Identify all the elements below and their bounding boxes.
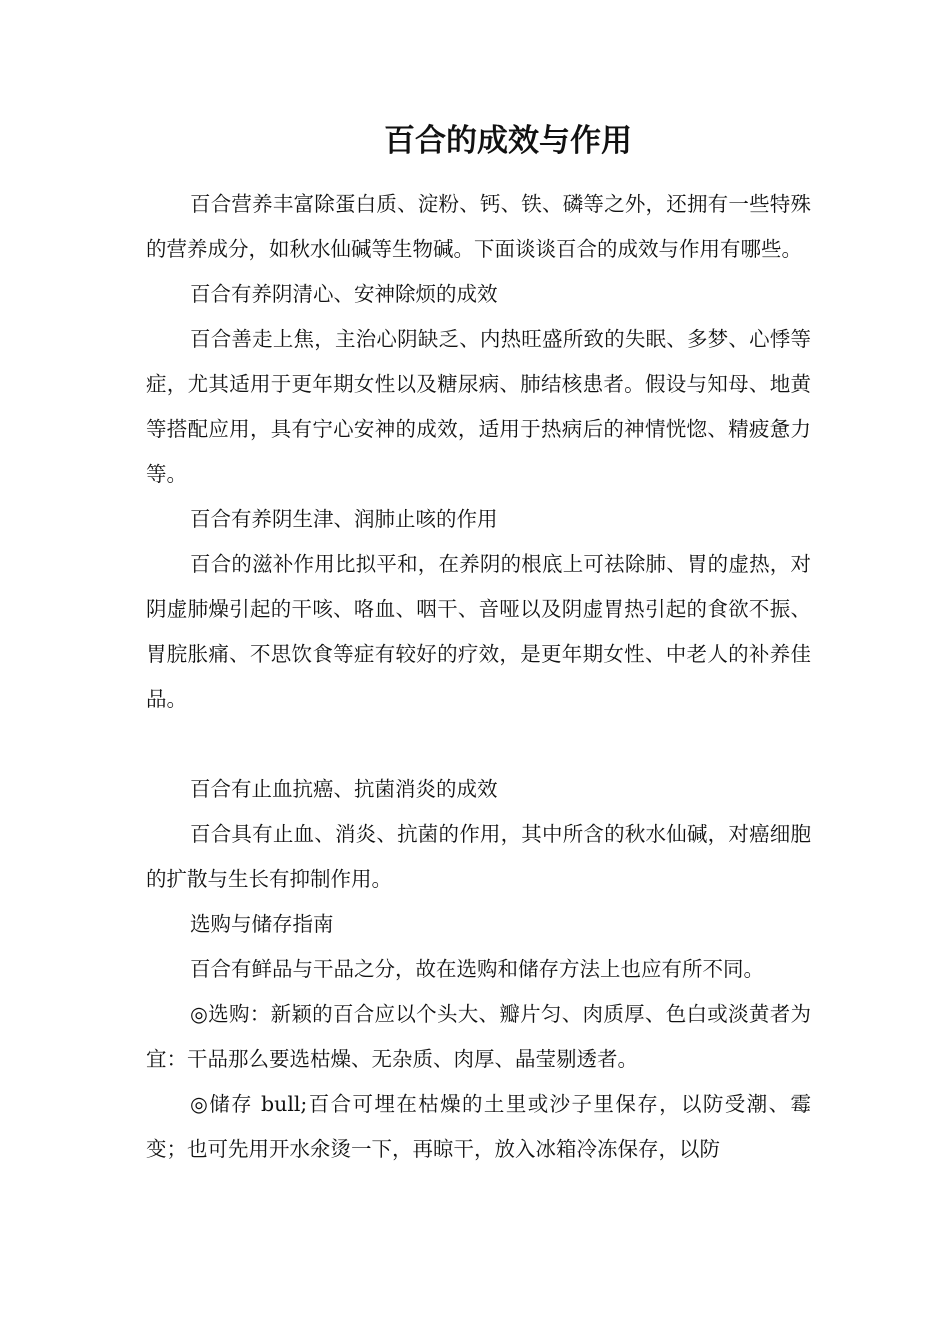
paragraph-selection: ◎选购：新颖的百合应以个头大、瓣片匀、肉质厚、色白或淡黄者为宜：干品那么要选枯燥、无杂质、肉厚、晶莹剔透者。 [146,1002,811,1071]
paragraph-intro: 百合营养丰富除蛋白质、淀粉、钙、铁、磷等之外，还拥有一些特殊的营养成分，如秋水仙碱等生物碱。下面谈谈百合的成效与作用有哪些。 [146,192,811,261]
blank-line [146,722,811,767]
section-heading-calm-mind: 百合有养阴清心、安神除烦的成效 [190,282,498,306]
paragraph-buying-intro: 百合有鲜品与干品之分，故在选购和储存方法上也应有所不同。 [190,957,764,981]
section-heading-buying-guide: 选购与储存指南 [190,912,334,936]
document-body [146,182,811,1172]
paragraph-anticancer: 百合具有止血、消炎、抗菌的作用，其中所含的秋水仙碱，对癌细胞的扩散与生长有抑制作用。 [146,822,811,891]
section-heading-anticancer: 百合有止血抗癌、抗菌消炎的成效 [190,777,498,801]
paragraph-lung: 百合的滋补作用比拟平和，在养阴的根底上可祛除肺、胃的虚热，对阴虚肺燥引起的干咳、咯血、咽干、音哑以及阴虚胃热引起的食欲不振、胃脘胀痛、不思饮食等症有较好的疗效，是更年期女性、中老人的补养佳品。 [146,552,811,711]
paragraph-storage: ◎储存 bull;百合可埋在枯燥的土里或沙子里保存，以防受潮、霉变；也可先用开水氽烫一下，再晾干，放入冰箱冷冻保存，以防 [146,1092,811,1161]
paragraph-calm-mind: 百合善走上焦，主治心阴缺乏、内热旺盛所致的失眠、多梦、心悸等症，尤其适用于更年期女性以及糖尿病、肺结核患者。假设与知母、地黄等搭配应用，具有宁心安神的成效，适用于热病后的神情恍惚、精疲惫力等。 [146,327,811,486]
page-title: 百合的成效与作用 [384,123,632,159]
section-heading-lung: 百合有养阴生津、润肺止咳的作用 [190,507,498,531]
